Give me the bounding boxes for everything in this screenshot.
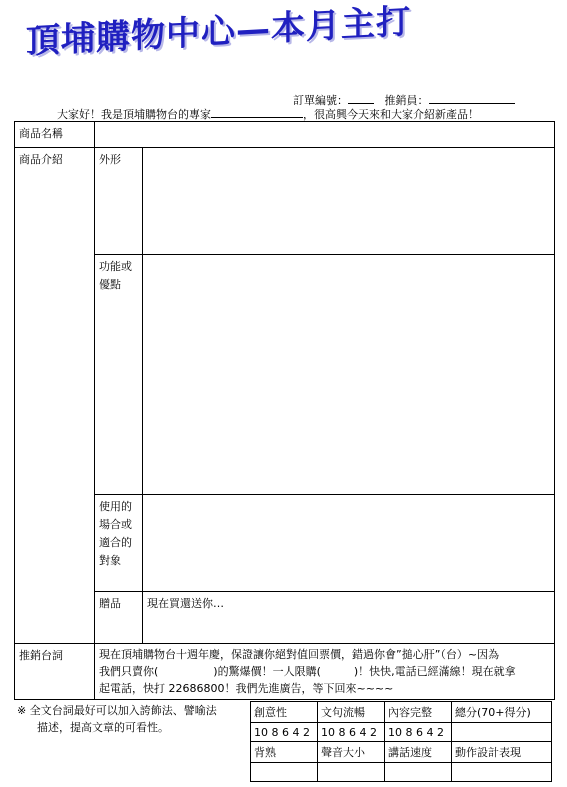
score-memorized-label: 背熟 <box>251 742 318 763</box>
gift-cell[interactable]: 現在買還送你… <box>143 592 555 644</box>
score-values-row-1 <box>251 723 552 742</box>
score-fluency-label: 文句流暢 <box>318 702 385 723</box>
gift-row <box>15 592 555 644</box>
seller-label: 推銷員： <box>384 94 429 107</box>
usage-label: 使用的 場合或 適合的 對象 <box>95 495 143 592</box>
score-creativity-values[interactable]: 10 8 6 4 2 <box>251 723 318 742</box>
product-name-cell[interactable] <box>95 122 555 148</box>
gift-label: 贈品 <box>95 592 143 644</box>
product-table <box>14 121 555 700</box>
script-label: 推銷台詞 <box>15 644 95 700</box>
score-completeness-label: 內容完整 <box>385 702 452 723</box>
intro-right-text: ，很高興今天來和大家介紹新產品！ <box>303 108 479 121</box>
score-fluency-values[interactable]: 10 8 6 4 2 <box>318 723 385 742</box>
product-name-row <box>15 122 555 148</box>
script-row <box>15 644 555 700</box>
script-line-2: 我們只賣你( )的驚爆價！一人限購( )！快快,電話已經滿線！現在就拿 <box>99 665 516 678</box>
score-table <box>250 701 552 782</box>
score-header-row-1 <box>251 702 552 723</box>
usage-cell[interactable] <box>143 495 555 592</box>
script-cell[interactable] <box>95 644 555 700</box>
page-title: 頂埔購物中心—本月主打 <box>26 1 411 62</box>
score-creativity-label: 創意性 <box>251 702 318 723</box>
seller-blank[interactable] <box>429 103 515 104</box>
score-volume-cell[interactable] <box>318 763 385 782</box>
function-label: 功能或 優點 <box>95 255 143 495</box>
appearance-cell[interactable] <box>143 148 555 255</box>
intro-line <box>57 106 479 122</box>
appearance-row <box>15 148 555 255</box>
score-action-cell[interactable] <box>452 763 552 782</box>
script-line-3: 起電話，快打 22686800！我們先進廣告，等下回來~~~~ <box>99 682 394 695</box>
score-action-label: 動作設計表現 <box>452 742 552 763</box>
order-number-label: 訂單編號： <box>293 94 348 107</box>
writing-note <box>17 702 217 736</box>
score-speed-label: 講話速度 <box>385 742 452 763</box>
appearance-label: 外形 <box>95 148 143 255</box>
product-name-label: 商品名稱 <box>15 122 95 148</box>
order-number-blank[interactable] <box>348 103 374 104</box>
usage-row <box>15 495 555 592</box>
score-header-row-2 <box>251 742 552 763</box>
score-volume-label: 聲音大小 <box>318 742 385 763</box>
note-line-2: 描述，提高文章的可看性。 <box>37 721 169 734</box>
score-total-cell[interactable] <box>452 723 552 742</box>
intro-left-text: 大家好！我是頂埔購物台的專家 <box>57 108 211 121</box>
score-speed-cell[interactable] <box>385 763 452 782</box>
function-row <box>15 255 555 495</box>
script-line-1: 現在頂埔購物台十週年慶，保證讓你絕對值回票價，錯過你會”搥心肝”（台）~因為 <box>99 648 500 661</box>
note-line-1: ※ 全文台詞最好可以加入誇飾法、譬喻法 <box>17 704 217 717</box>
score-memorized-cell[interactable] <box>251 763 318 782</box>
expert-name-blank[interactable] <box>211 117 303 118</box>
score-total-label: 總分(70+得分) <box>452 702 552 723</box>
product-intro-label: 商品介紹 <box>15 148 95 644</box>
function-cell[interactable] <box>143 255 555 495</box>
score-completeness-values[interactable]: 10 8 6 4 2 <box>385 723 452 742</box>
score-values-row-2 <box>251 763 552 782</box>
